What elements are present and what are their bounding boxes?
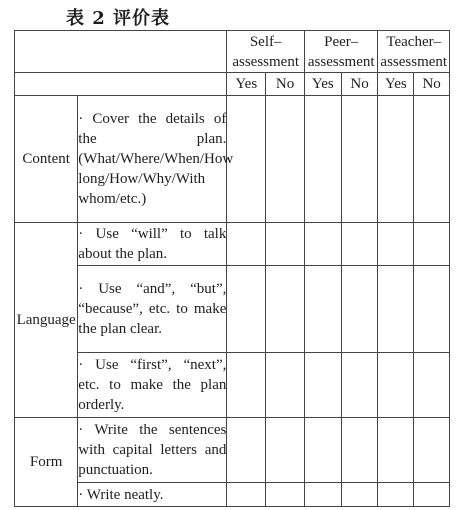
self-yes-header: Yes	[227, 73, 266, 96]
header-self-assessment	[227, 31, 305, 73]
category-content: Content	[15, 96, 78, 223]
teacher-no-cell[interactable]	[414, 96, 450, 223]
table-title: 表 2 评价表	[66, 8, 171, 29]
criterion-text: · Write neatly.	[78, 486, 164, 503]
criterion-use-will	[78, 223, 227, 266]
peer-no-cell[interactable]	[341, 223, 378, 266]
subheader-blank	[15, 73, 227, 96]
header-teacher-line1: Teacher–	[386, 33, 442, 50]
header-teacher-line2: assessment	[380, 53, 448, 70]
teacher-no-cell[interactable]	[414, 223, 450, 266]
header-teacher-assessment	[378, 31, 450, 73]
criterion-text: · Use “will” to talk about the plan.	[78, 226, 227, 262]
teacher-no-header: No	[414, 73, 450, 96]
peer-no-cell[interactable]	[341, 266, 378, 353]
criterion-text: · Write the sentences with capital letters and punctuation.	[78, 422, 227, 478]
self-yes-cell[interactable]	[227, 223, 266, 266]
peer-yes-cell[interactable]	[304, 418, 341, 483]
header-self-line1: Self–	[249, 33, 282, 50]
peer-yes-cell[interactable]	[304, 266, 341, 353]
teacher-yes-header: Yes	[378, 73, 414, 96]
peer-no-cell[interactable]	[341, 418, 378, 483]
teacher-yes-cell[interactable]	[378, 96, 414, 223]
teacher-no-cell[interactable]	[414, 353, 450, 418]
self-yes-cell[interactable]	[227, 418, 266, 483]
self-no-cell[interactable]	[266, 353, 305, 418]
peer-no-cell[interactable]	[341, 353, 378, 418]
self-no-header: No	[266, 73, 305, 96]
header-peer-line1: Peer–	[324, 33, 359, 50]
teacher-yes-cell[interactable]	[378, 223, 414, 266]
teacher-no-cell[interactable]	[414, 266, 450, 353]
criterion-text: · Use “first”, “next”, etc. to make the plan orderly.	[78, 357, 227, 413]
teacher-yes-cell[interactable]	[378, 266, 414, 353]
self-no-cell[interactable]	[266, 483, 305, 507]
self-yes-cell[interactable]	[227, 353, 266, 418]
peer-yes-cell[interactable]	[304, 223, 341, 266]
evaluation-table	[14, 30, 450, 507]
header-corner	[15, 31, 227, 73]
self-yes-cell[interactable]	[227, 483, 266, 507]
peer-no-header: No	[341, 73, 378, 96]
teacher-yes-cell[interactable]	[378, 483, 414, 507]
header-peer-assessment	[304, 31, 378, 73]
criterion-use-connectives	[78, 266, 227, 353]
criterion-cover-details	[78, 96, 234, 223]
teacher-no-cell[interactable]	[414, 483, 450, 507]
teacher-yes-cell[interactable]	[378, 418, 414, 483]
category-language: Language	[15, 223, 78, 418]
criterion-write-neatly	[78, 483, 227, 507]
peer-yes-header: Yes	[304, 73, 341, 96]
header-peer-line2: assessment	[307, 53, 375, 70]
criterion-text: · Cover the details of the plan. (What/Where/When/How long/How/Why/With whom/etc.)	[78, 111, 234, 207]
self-no-cell[interactable]	[266, 223, 305, 266]
criterion-text: · Use “and”, “but”, “because”, etc. to make the plan clear.	[78, 281, 227, 337]
header-self-line2: assessment	[232, 53, 299, 70]
teacher-no-cell[interactable]	[414, 418, 450, 483]
peer-no-cell[interactable]	[341, 483, 378, 507]
peer-yes-cell[interactable]	[304, 353, 341, 418]
teacher-yes-cell[interactable]	[378, 353, 414, 418]
peer-no-cell[interactable]	[341, 96, 378, 223]
self-yes-cell[interactable]	[227, 266, 266, 353]
self-no-cell[interactable]	[266, 418, 305, 483]
self-no-cell[interactable]	[266, 96, 305, 223]
category-form: Form	[15, 418, 78, 507]
self-no-cell[interactable]	[266, 266, 305, 353]
peer-yes-cell[interactable]	[304, 483, 341, 507]
peer-yes-cell[interactable]	[304, 96, 341, 223]
criterion-use-sequence-words	[78, 353, 227, 418]
criterion-capitals-punctuation	[78, 418, 227, 483]
